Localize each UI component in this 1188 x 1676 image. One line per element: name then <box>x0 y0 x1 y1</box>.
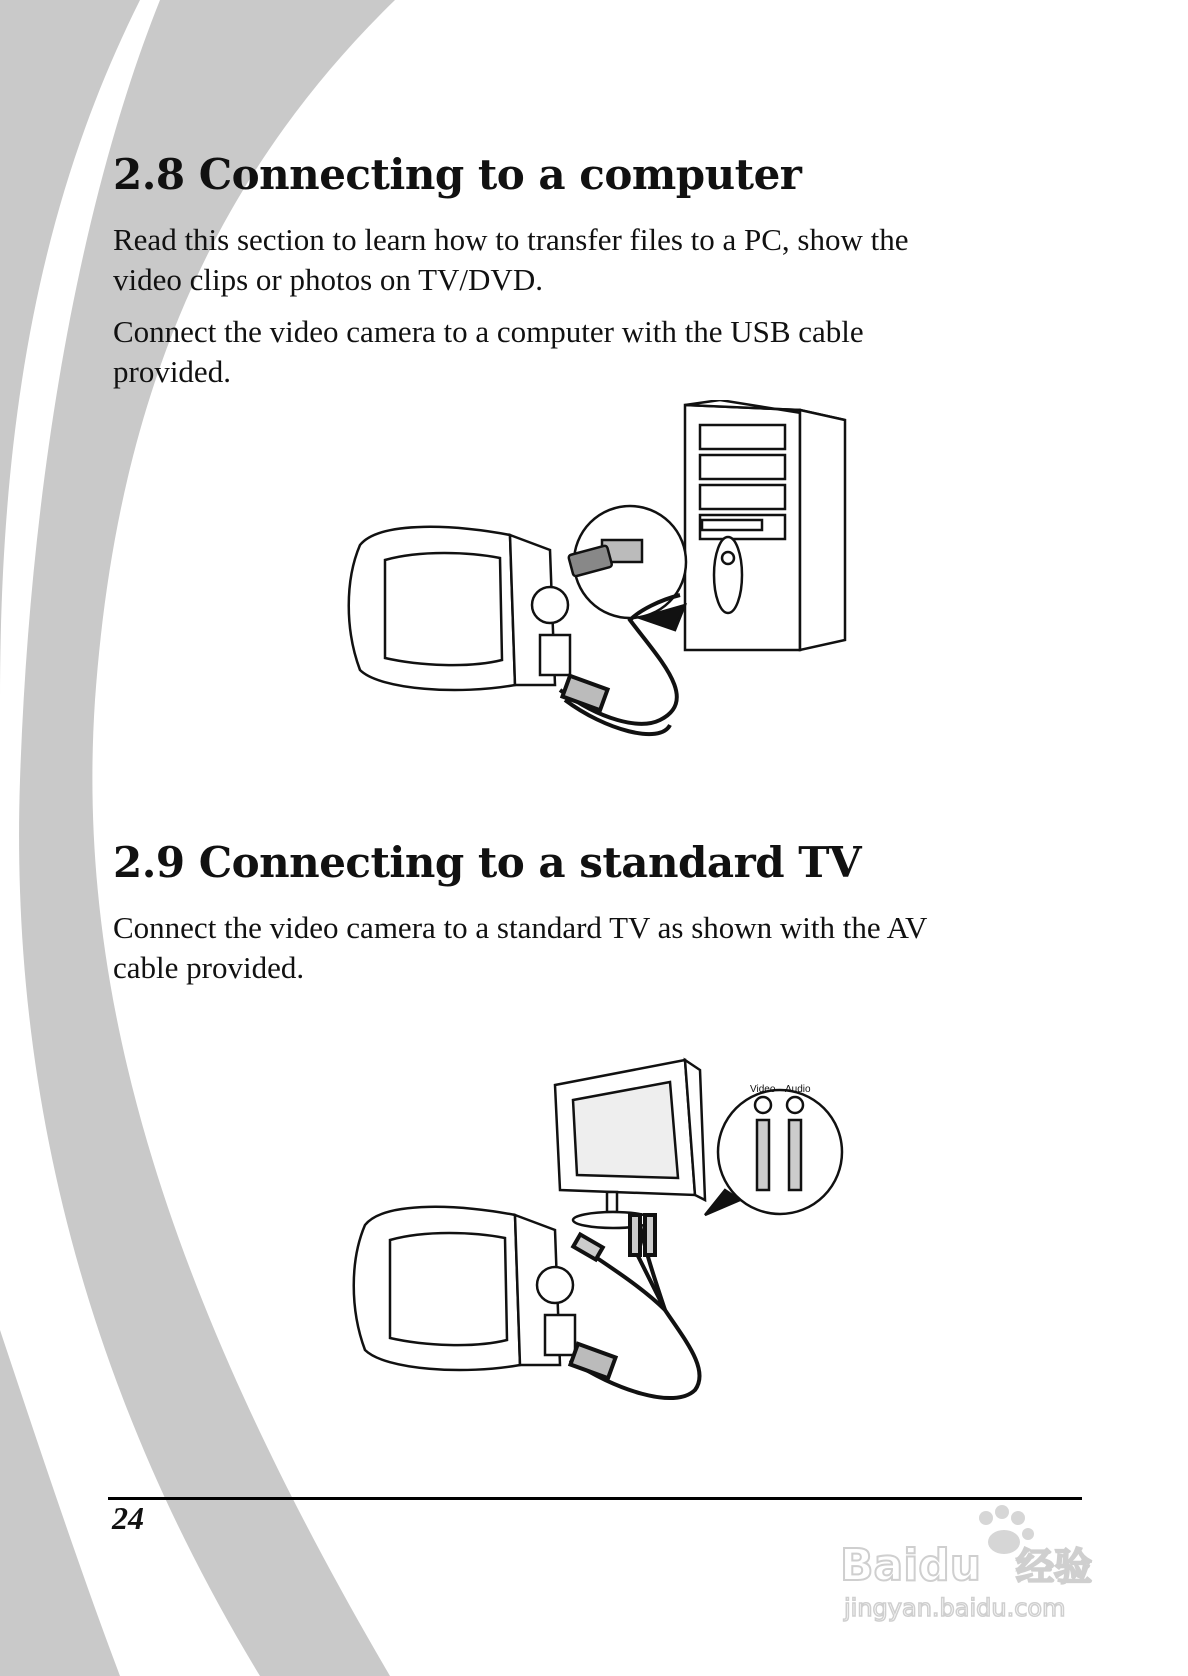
camera-to-tv-illustration <box>345 1050 855 1435</box>
section-heading-connect-tv: 2.9 Connecting to a standard TV <box>113 838 862 887</box>
baidu-jingyan-watermark <box>838 1500 1128 1630</box>
section-heading-connect-computer: 2.8 Connecting to a computer <box>113 150 802 199</box>
section-28-paragraph-1 <box>113 220 1073 300</box>
section-28-paragraph-2 <box>113 312 1073 392</box>
page-number: 24 <box>112 1500 144 1536</box>
video-camera-icon <box>354 1207 575 1370</box>
camera-to-computer-illustration <box>340 400 860 775</box>
video-jack-label: Video <box>750 1084 776 1095</box>
pc-tower-icon <box>685 400 845 650</box>
text-line: cable provided. <box>113 950 305 985</box>
audio-jack-label: Audio <box>785 1084 811 1095</box>
watermark-brand-cn-text: 经验 <box>1016 1545 1093 1589</box>
text-line: Read this section to learn how to transfer files to a PC, show the <box>113 222 909 257</box>
text-line: video clips or photos on TV/DVD. <box>113 262 543 297</box>
watermark-url-text: jingyan.baidu.com <box>844 1594 1066 1622</box>
video-camera-icon <box>349 527 570 690</box>
section-29-paragraph-1 <box>113 908 1073 988</box>
text-line: Connect the video camera to a standard TV as shown with the AV <box>113 910 928 945</box>
text-line: Connect the video camera to a computer with the USB cable <box>113 314 864 349</box>
text-line: provided. <box>113 354 231 389</box>
watermark-brand-text: Baidu <box>840 1540 982 1591</box>
